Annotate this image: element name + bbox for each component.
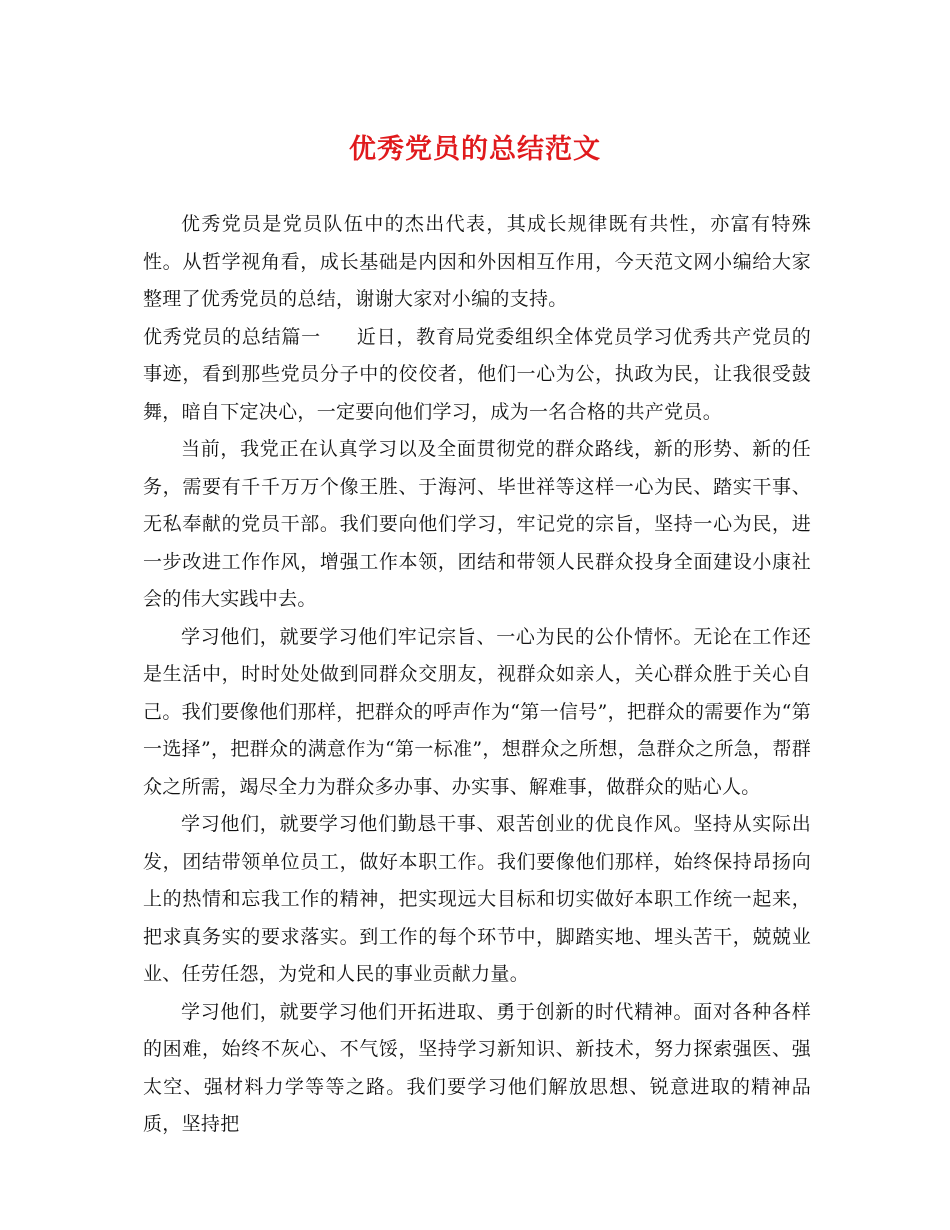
body-paragraph: 当前，我党正在认真学习以及全面贯彻党的群众路线，新的形势、新的任务，需要有千千万万个像王胜、于海河、毕世祥等这样一心为民、踏实干事、无私奉献的党员干部。我们要向他们学习，牢记党的宗旨，坚持一心为民，进一步改进工作作风，增强工作本领，团结和带领人民群众投身全面建设小康社会的伟大实践中去。	[143, 438, 811, 610]
document-body	[143, 206, 811, 1144]
body-paragraph: 学习他们，就要学习他们勤恳干事、艰苦创业的优良作风。坚持从实际出发，团结带领单位员工，做好本职工作。我们要像他们那样，始终保持昂扬向上的热情和忘我工作的精神，把实现远大目标和切实做好本职工作统一起来，把求真务实的要求落实。到工作的每个环节中，脚踏实地、埋头苦干，兢兢业业、任劳任怨，为党和人民的事业贡献力量。	[143, 813, 811, 985]
intro-paragraph: 优秀党员是党员队伍中的杰出代表，其成长规律既有共性，亦富有特殊性。从哲学视角看，成长基础是内因和外因相互作用，今天范文网小编给大家整理了优秀党员的总结，谢谢大家对小编的支持。	[143, 213, 811, 310]
document-title: 优秀党员的总结范文	[349, 134, 601, 165]
body-paragraph: 学习他们，就要学习他们牢记宗旨、一心为民的公仆情怀。无论在工作还是生活中，时时处处做到同群众交朋友，视群众如亲人，关心群众胜于关心自己。我们要像他们那样，把群众的呼声作为“第一信号”，把群众的需要作为“第一选择”，把群众的满意作为“第一标准”，想群众之所想，急群众之所急，帮群众之所需，竭尽全力为群众多办事、办实事、解难事，做群众的贴心人。	[143, 625, 811, 798]
section-heading: 优秀党员的总结篇一	[143, 325, 321, 348]
section-first-paragraph	[143, 319, 811, 432]
body-paragraph: 学习他们，就要学习他们开拓进取、勇于创新的时代精神。面对各种各样的困难，始终不灰心、不气馁，坚持学习新知识、新技术，努力探索强医、强太空、强材料力学等等之路。我们要学习他们解放思想、锐意进取的精神品质，坚持把	[143, 1000, 811, 1135]
section-first-paragraph-text: 近日，教育局党委组织全体党员学习优秀共产党员的事迹，看到那些党员分子中的佼佼者，他们一心为公，执政为民，让我很受鼓舞，暗自下定决心，一定要向他们学习，成为一名合格的共产党员。	[143, 325, 812, 423]
